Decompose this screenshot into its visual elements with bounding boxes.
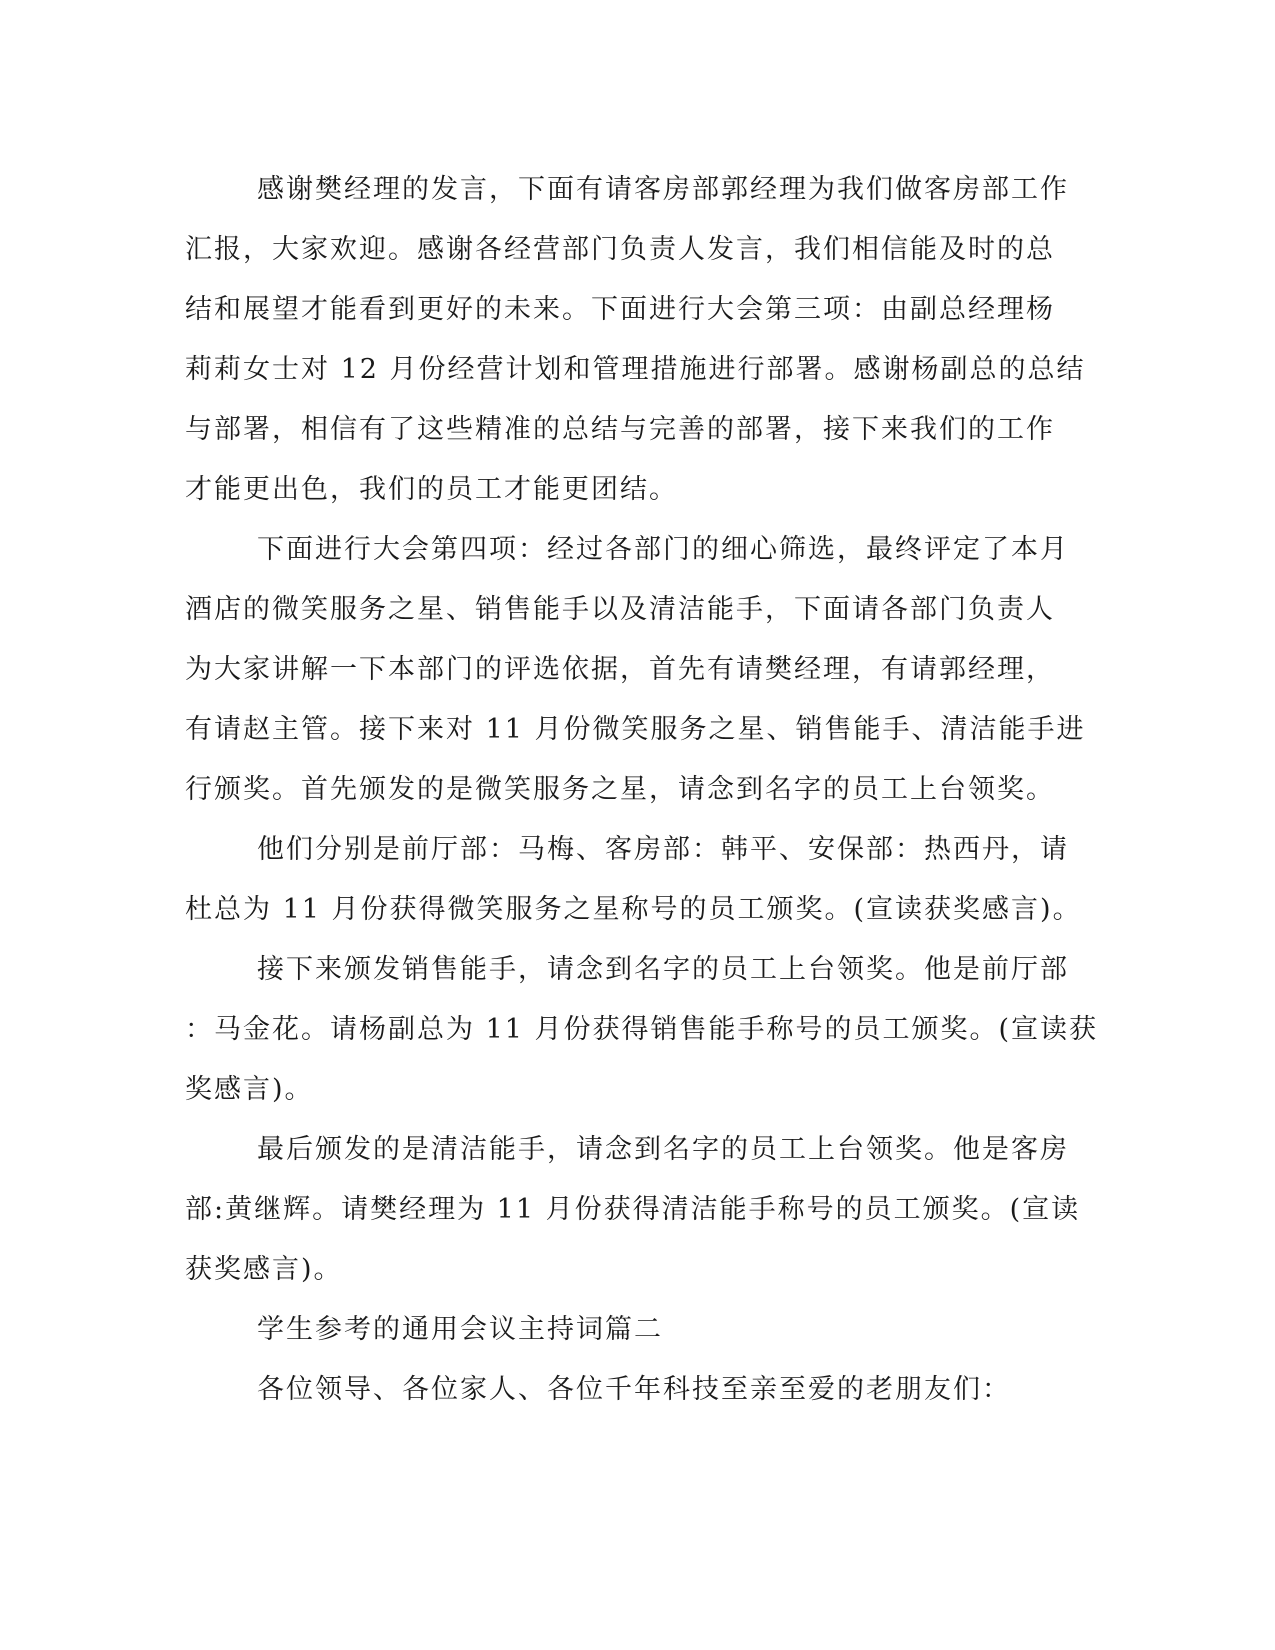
text-line: 奖感言)。: [185, 1074, 314, 1105]
text-line: 下面进行大会第四项：经过各部门的细心筛选，最终评定了本月: [257, 534, 1069, 565]
text-line: 与部署，相信有了这些精准的总结与完善的部署，接下来我们的工作: [185, 414, 1055, 445]
text-line: 感谢樊经理的发言，下面有请客房部郭经理为我们做客房部工作: [257, 174, 1069, 205]
text-line: 汇报，大家欢迎。感谢各经营部门负责人发言，我们相信能及时的总: [185, 234, 1055, 265]
text-line: 酒店的微笑服务之星、销售能手以及清洁能手，下面请各部门负责人: [185, 594, 1055, 625]
paragraph: [185, 820, 1082, 940]
paragraph: [185, 1120, 1081, 1300]
text-line: 杜总为 11 月份获得微笑服务之星称号的员工颁奖。(宣读获奖感言)。: [185, 894, 1082, 925]
document-body: [185, 160, 1099, 1420]
text-line: 他们分别是前厅部：马梅、客房部：韩平、安保部：热西丹，请: [257, 834, 1069, 865]
section-heading: [185, 1300, 1065, 1360]
text-line: ：马金花。请杨副总为 11 月份获得销售能手称号的员工颁奖。(宣读获: [185, 1014, 1099, 1045]
text-line: 行颁奖。首先颁发的是微笑服务之星，请念到名字的员工上台领奖。: [185, 774, 1055, 805]
text-line: 为大家讲解一下本部门的评选依据，首先有请樊经理，有请郭经理，: [185, 654, 1055, 685]
text-line: 各位领导、各位家人、各位千年科技至亲至爱的老朋友们：: [257, 1374, 1011, 1405]
text-line: 获奖感言)。: [185, 1254, 343, 1285]
text-line: 莉莉女士对 12 月份经营计划和管理措施进行部署。感谢杨副总的总结: [185, 354, 1086, 385]
text-line: 部:黄继辉。请樊经理为 11 月份获得清洁能手称号的员工颁奖。(宣读: [185, 1194, 1081, 1225]
text-line: 接下来颁发销售能手，请念到名字的员工上台领奖。他是前厅部: [257, 954, 1069, 985]
text-line: 最后颁发的是清洁能手，请念到名字的员工上台领奖。他是客房: [257, 1134, 1069, 1165]
paragraph: [185, 520, 1086, 820]
heading-line: 学生参考的通用会议主持词篇二: [257, 1314, 663, 1345]
paragraph: [185, 1360, 1065, 1420]
paragraph: [185, 940, 1099, 1120]
text-line: 才能更出色，我们的员工才能更团结。: [185, 474, 678, 505]
paragraph: [185, 160, 1086, 520]
text-line: 结和展望才能看到更好的未来。下面进行大会第三项：由副总经理杨: [185, 294, 1055, 325]
text-line: 有请赵主管。接下来对 11 月份微笑服务之星、销售能手、清洁能手进: [185, 714, 1086, 745]
